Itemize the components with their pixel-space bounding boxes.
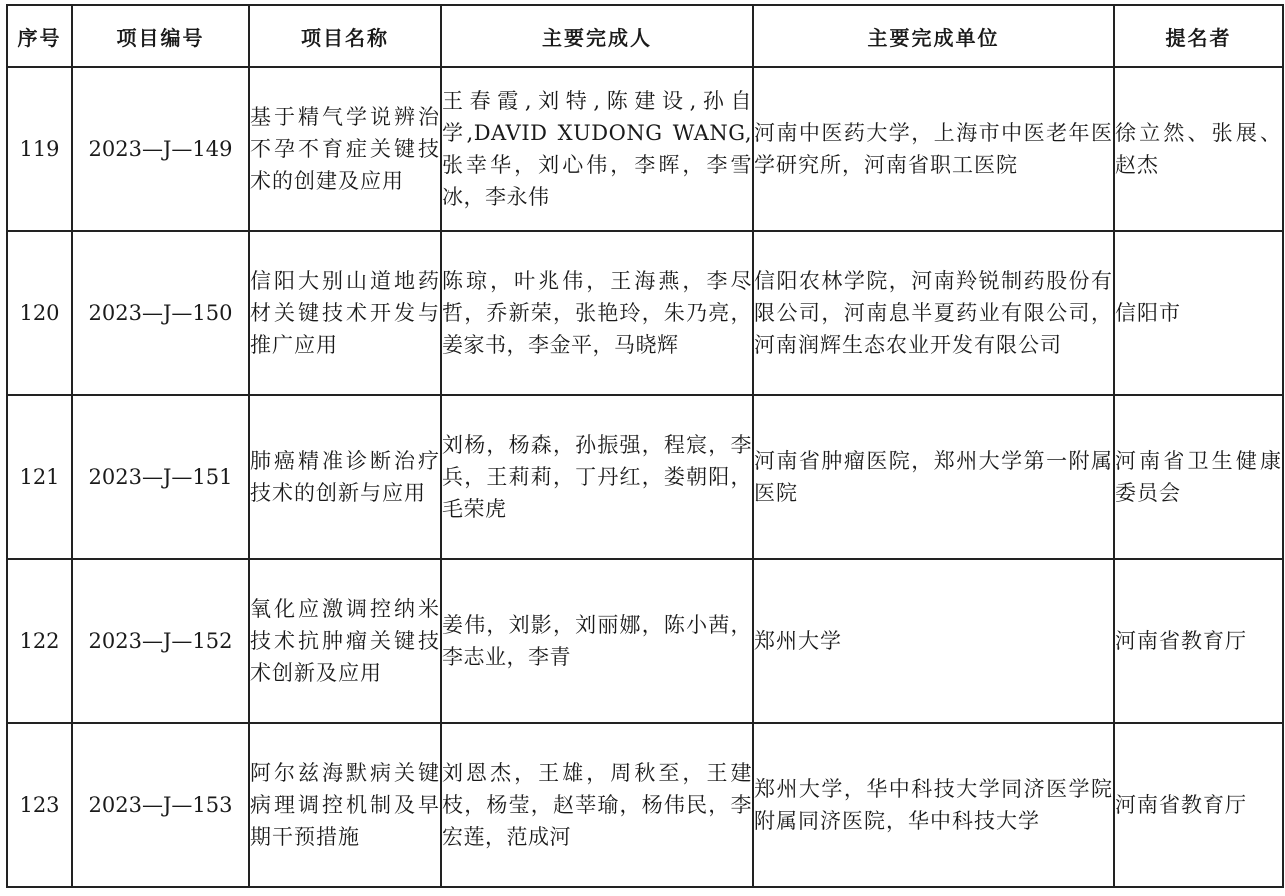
cell-units: 郑州大学，华中科技大学同济医学院附属同济医院，华中科技大学: [753, 723, 1114, 887]
table-row: [7, 231, 1283, 395]
cell-code: 2023—J—153: [72, 723, 249, 887]
table-row: [7, 559, 1283, 723]
header-code: 项目编号: [72, 5, 249, 67]
header-units: 主要完成单位: [753, 5, 1114, 67]
cell-nominator: 河南省教育厅: [1114, 723, 1283, 887]
cell-people: 王春霞,刘特,陈建设,孙自学,DAVID XUDONG WANG,张幸华，刘心伟，李晖，李雪冰，李永伟: [441, 67, 753, 231]
cell-units: 河南中医药大学，上海市中医老年医学研究所，河南省职工医院: [753, 67, 1114, 231]
cell-seq: 120: [7, 231, 72, 395]
header-row: [7, 5, 1283, 67]
cell-seq: 121: [7, 395, 72, 559]
award-table: [6, 4, 1284, 888]
cell-units: 信阳农林学院，河南羚锐制药股份有限公司，河南息半夏药业有限公司，河南润辉生态农业开发有限公司: [753, 231, 1114, 395]
header-name: 项目名称: [249, 5, 441, 67]
cell-name: 阿尔兹海默病关键病理调控机制及早期干预措施: [249, 723, 441, 887]
table-row: [7, 723, 1283, 887]
header-nominator: 提名者: [1114, 5, 1283, 67]
cell-name: 信阳大别山道地药材关键技术开发与推广应用: [249, 231, 441, 395]
header-seq: 序号: [7, 5, 72, 67]
cell-name: 肺癌精准诊断治疗技术的创新与应用: [249, 395, 441, 559]
header-people: 主要完成人: [441, 5, 753, 67]
cell-people: 姜伟，刘影，刘丽娜，陈小茜，李志业，李青: [441, 559, 753, 723]
cell-people: 陈琼，叶兆伟，王海燕，李尽哲，乔新荣，张艳玲，朱乃亮，姜家书，李金平，马晓辉: [441, 231, 753, 395]
cell-name: 基于精气学说辨治不孕不育症关键技术的创建及应用: [249, 67, 441, 231]
table-row: [7, 67, 1283, 231]
cell-units: 河南省肿瘤医院，郑州大学第一附属医院: [753, 395, 1114, 559]
cell-nominator: 徐立然、张展、赵杰: [1114, 67, 1283, 231]
cell-nominator: 河南省卫生健康委员会: [1114, 395, 1283, 559]
cell-code: 2023—J—150: [72, 231, 249, 395]
table-row: [7, 395, 1283, 559]
cell-code: 2023—J—149: [72, 67, 249, 231]
cell-nominator: 河南省教育厅: [1114, 559, 1283, 723]
cell-code: 2023—J—152: [72, 559, 249, 723]
cell-nominator: 信阳市: [1114, 231, 1283, 395]
cell-people: 刘恩杰，王雄，周秋至，王建枝，杨莹，赵莘瑜，杨伟民，李宏莲，范成河: [441, 723, 753, 887]
cell-people: 刘杨，杨森，孙振强，程宸，李兵，王莉莉，丁丹红，娄朝阳，毛荣虎: [441, 395, 753, 559]
cell-name: 氧化应激调控纳米技术抗肿瘤关键技术创新及应用: [249, 559, 441, 723]
cell-code: 2023—J—151: [72, 395, 249, 559]
cell-seq: 122: [7, 559, 72, 723]
cell-seq: 119: [7, 67, 72, 231]
cell-units: 郑州大学: [753, 559, 1114, 723]
cell-seq: 123: [7, 723, 72, 887]
